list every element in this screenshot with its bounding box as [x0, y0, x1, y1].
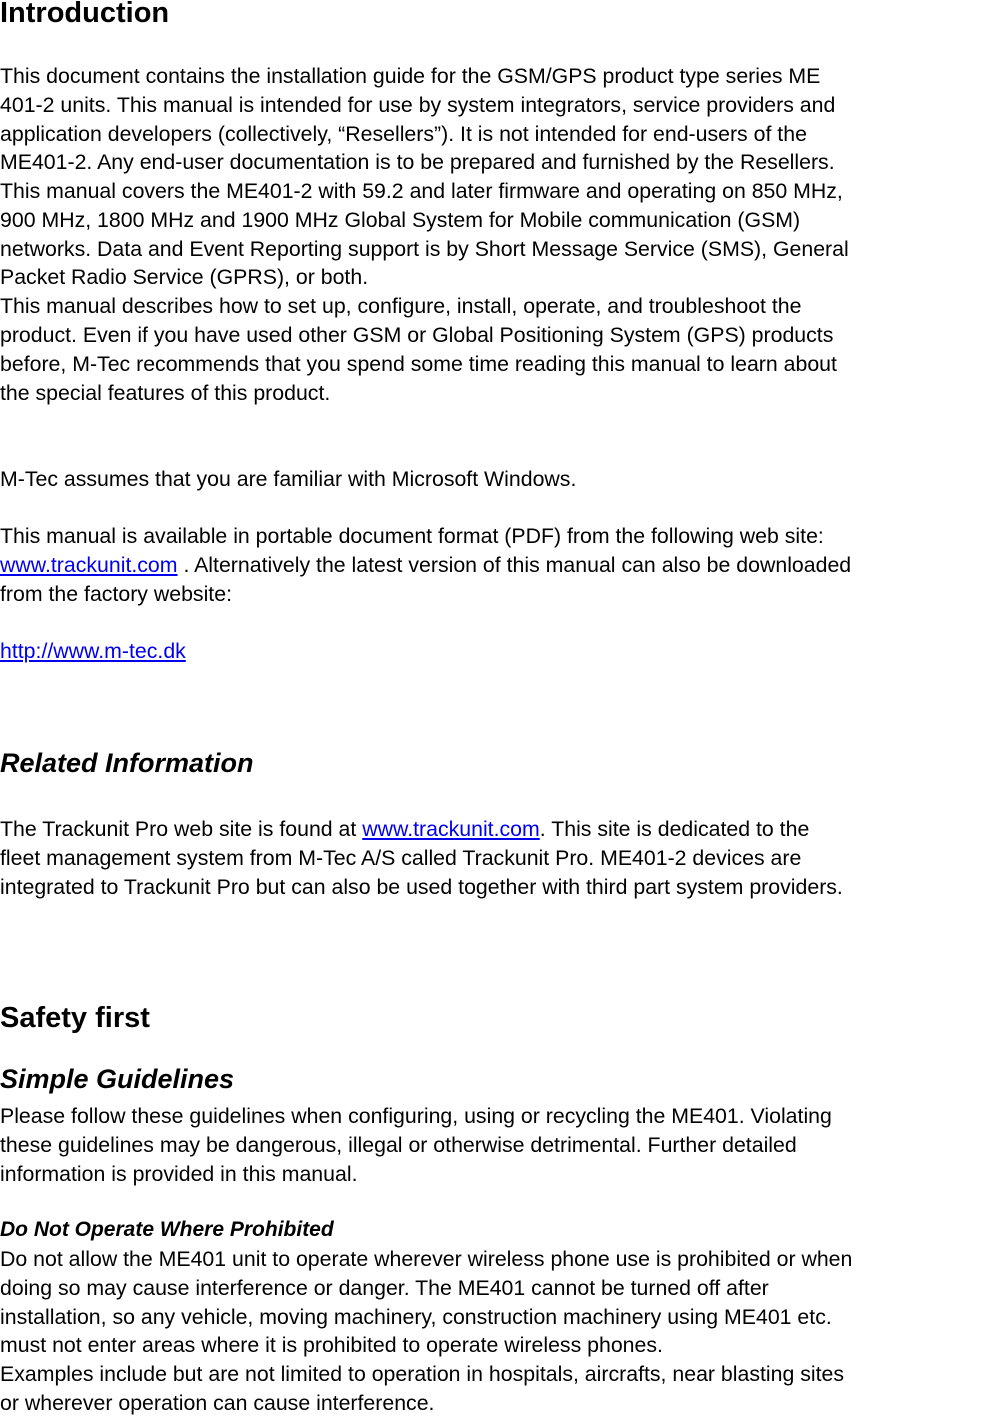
text-line: This manual describes how to set up, configure, install, operate, and troubleshoot the [0, 294, 802, 319]
text-line: Packet Radio Service (GPRS), or both. [0, 265, 369, 290]
safety-first-heading: Safety first [0, 1002, 150, 1034]
text-line: This document contains the installation guide for the GSM/GPS product type series ME [0, 64, 821, 88]
text-line [0, 815, 1001, 844]
text-line: Do not allow the ME401 unit to operate wherever wireless phone use is prohibited or when [0, 1247, 853, 1271]
text-segment: . This site is dedicated to the [539, 817, 810, 841]
text-line: product. Even if you have used other GSM or Global Positioning System (GPS) products [0, 322, 834, 347]
intro-paragraph-3 [0, 465, 1001, 494]
text-line: application developers (collectively, “Resellers”). It is not intended for end-users of the [0, 121, 807, 146]
text-line: information is provided in this manual. [0, 1161, 358, 1186]
trackunit-link[interactable]: www.trackunit.com [362, 817, 540, 841]
intro-paragraph-4 [0, 522, 1001, 608]
factory-website-link[interactable]: http://www.m-tec.dk [0, 639, 186, 663]
do-not-operate-heading: Do Not Operate Where Prohibited [0, 1218, 334, 1241]
text-line: M-Tec assumes that you are familiar with Microsoft Windows. [0, 467, 577, 491]
prohibited-paragraph [0, 1245, 1001, 1418]
text-line: before, M-Tec recommends that you spend some time reading this manual to learn about [0, 351, 837, 376]
text-line: Examples include but are not limited to operation in hospitals, aircrafts, near blasting sites [0, 1362, 845, 1387]
text-line: 401-2 units. This manual is intended for use by system integrators, service providers and [0, 92, 836, 117]
intro-paragraph-2 [0, 177, 1001, 407]
text-line: from the factory website: [0, 581, 232, 606]
text-line: doing so may cause interference or danger. The ME401 cannot be turned off after [0, 1275, 769, 1300]
related-information-heading: Related Information [0, 748, 254, 778]
text-line: these guidelines may be dangerous, illegal or otherwise detrimental. Further detailed [0, 1132, 797, 1157]
text-line: ME401-2. Any end-user documentation is to be prepared and furnished by the Resellers. [0, 150, 835, 175]
text-line: This manual is available in portable document format (PDF) from the following web site: [0, 524, 824, 548]
text-line: networks. Data and Event Reporting support is by Short Message Service (SMS), General [0, 236, 849, 261]
text-line: or wherever operation can cause interference. [0, 1390, 435, 1415]
factory-website-line [0, 637, 1001, 666]
text-line: Please follow these guidelines when configuring, using or recycling the ME401. Violating [0, 1104, 832, 1128]
guidelines-paragraph [0, 1102, 1001, 1188]
text-segment: The Trackunit Pro web site is found at [0, 817, 363, 841]
text-line [0, 551, 1001, 580]
text-line: fleet management system from M-Tec A/S called Trackunit Pro. ME401-2 devices are [0, 845, 802, 870]
related-paragraph [0, 815, 1001, 901]
trackunit-link[interactable]: www.trackunit.com [0, 552, 178, 577]
text-line: the special features of this product. [0, 380, 331, 405]
text-line: 900 MHz, 1800 MHz and 1900 MHz Global System for Mobile communication (GSM) [0, 207, 801, 232]
text-line: integrated to Trackunit Pro but can also be used together with third part system providers. [0, 874, 843, 899]
text-line: installation, so any vehicle, moving machinery, construction machinery using ME401 etc. [0, 1304, 832, 1329]
text-segment: . Alternatively the latest version of this manual can also be downloaded [177, 552, 852, 577]
page-title: Introduction [0, 0, 170, 29]
text-line: This manual covers the ME401-2 with 59.2 and later firmware and operating on 850 MHz, [0, 179, 843, 203]
simple-guidelines-heading: Simple Guidelines [0, 1064, 235, 1094]
text-line: must not enter areas where it is prohibited to operate wireless phones. [0, 1333, 663, 1358]
intro-paragraph-1 [0, 62, 1001, 177]
